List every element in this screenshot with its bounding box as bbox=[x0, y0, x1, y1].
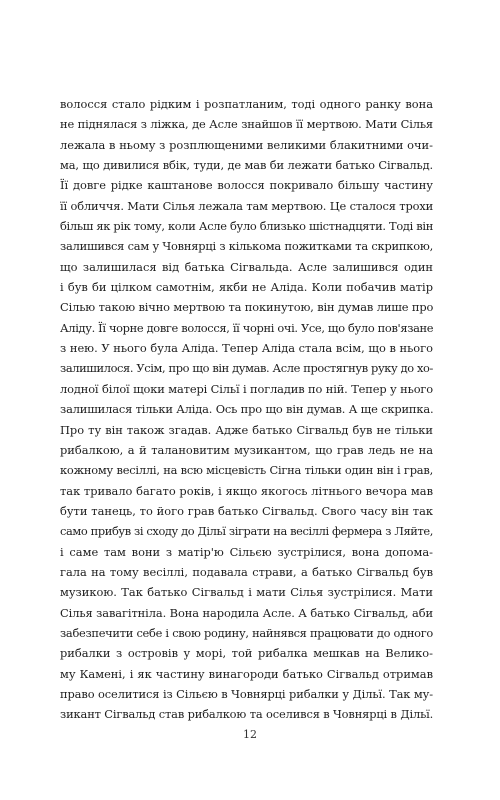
text-line: Сілью такою вічно мертвою та покинутою, він думав лише про bbox=[60, 300, 434, 315]
text-line: і саме там вони з матір'ю Сільєю зустрілися, вона допома- bbox=[60, 544, 433, 559]
text-line: її обличчя. Мати Сілья лежала там мертвою. Це сталося трохи bbox=[60, 198, 434, 213]
page-number: 12 bbox=[243, 728, 257, 741]
text-line: само прибув зі сходу до Дільї зіграти на весіллі фермера з Ляйте, bbox=[60, 524, 433, 539]
text-line: залишилася тільки Аліда. Ось про що він думав. А ще скрипка. bbox=[60, 402, 434, 417]
text-line: так тривало багато років, і якщо якогось літнього вечора мав bbox=[60, 483, 433, 498]
text-line: лежала в ньому з розплющеними великими блакитними очи- bbox=[60, 137, 433, 152]
text-line: ма, що дивилися вбік, туди, де мав би лежати батько Сігвальд. bbox=[60, 158, 433, 173]
text-line: музикою. Так батько Сігвальд і мати Сілья зустрілися. Мати bbox=[60, 585, 433, 600]
text-line: не піднялася з ліжка, де Асле знайшов її мертвою. Мати Сілья bbox=[60, 117, 433, 132]
text-line: кожному весіллі, на всю місцевість Сігна тільки один він і грав, bbox=[60, 463, 433, 478]
text-line: забезпечити себе і свою родину, найнявся працювати до одного bbox=[60, 625, 433, 640]
text-line: більш як рік тому, коли Асле було близько шістнадцяти. Тоді він bbox=[60, 219, 434, 234]
text-line: зикант Сігвальд став рибалкою та оселився в Човнярці в Дільї. bbox=[60, 707, 434, 722]
text-line: що залишилася від батька Сігвальда. Асле залишився один bbox=[60, 259, 433, 274]
text-line: і був би цілком самотнім, якби не Аліда. Коли побачив матір bbox=[60, 280, 433, 295]
text-line: з нею. У нього була Аліда. Тепер Аліда стала всім, що в нього bbox=[60, 341, 433, 356]
text-line: лодної білої щоки матері Сільї і погладив по ній. Тепер у нього bbox=[60, 381, 433, 396]
text-line: бути танець, то його грав батько Сігвальд. Свого часу він так bbox=[60, 503, 433, 518]
text-line: Про ту він також згадав. Адже батько Сігвальд був не тільки bbox=[60, 422, 433, 437]
text-line: Аліду. Її чорне довге волосся, її чорні очі. Усе, що було пов'язане bbox=[60, 320, 434, 335]
text-line: залишився сам у Човнярці з кількома пожитками та скрипкою, bbox=[60, 239, 433, 254]
text-line: рибалкою, а й талановитим музикантом, що грав ледь не на bbox=[60, 442, 433, 457]
text-line: право оселитися із Сільєю в Човнярці рибалки у Дільї. Так му- bbox=[60, 686, 433, 701]
text-line: Її довге рідке каштанове волосся покривало більшу частину bbox=[60, 178, 433, 193]
text-line: гала на тому весіллі, подавала страви, а батько Сігвальд був bbox=[60, 564, 433, 579]
body-text bbox=[60, 94, 433, 725]
text-line: волосся стало рідким і розпатланим, тоді одного ранку вона bbox=[60, 97, 433, 111]
text-line: му Камені, і як частину винагороди батько Сігвальд отримав bbox=[60, 666, 433, 681]
text-line: залишилося. Усім, про що він думав. Асле простягнув руку до хо- bbox=[60, 361, 433, 376]
text-line: Сілья завагітніла. Вона народила Асле. А батько Сігвальд, аби bbox=[60, 605, 433, 620]
text-line: рибалки з островів у морі, той рибалка мешкав на Велико- bbox=[60, 646, 433, 661]
